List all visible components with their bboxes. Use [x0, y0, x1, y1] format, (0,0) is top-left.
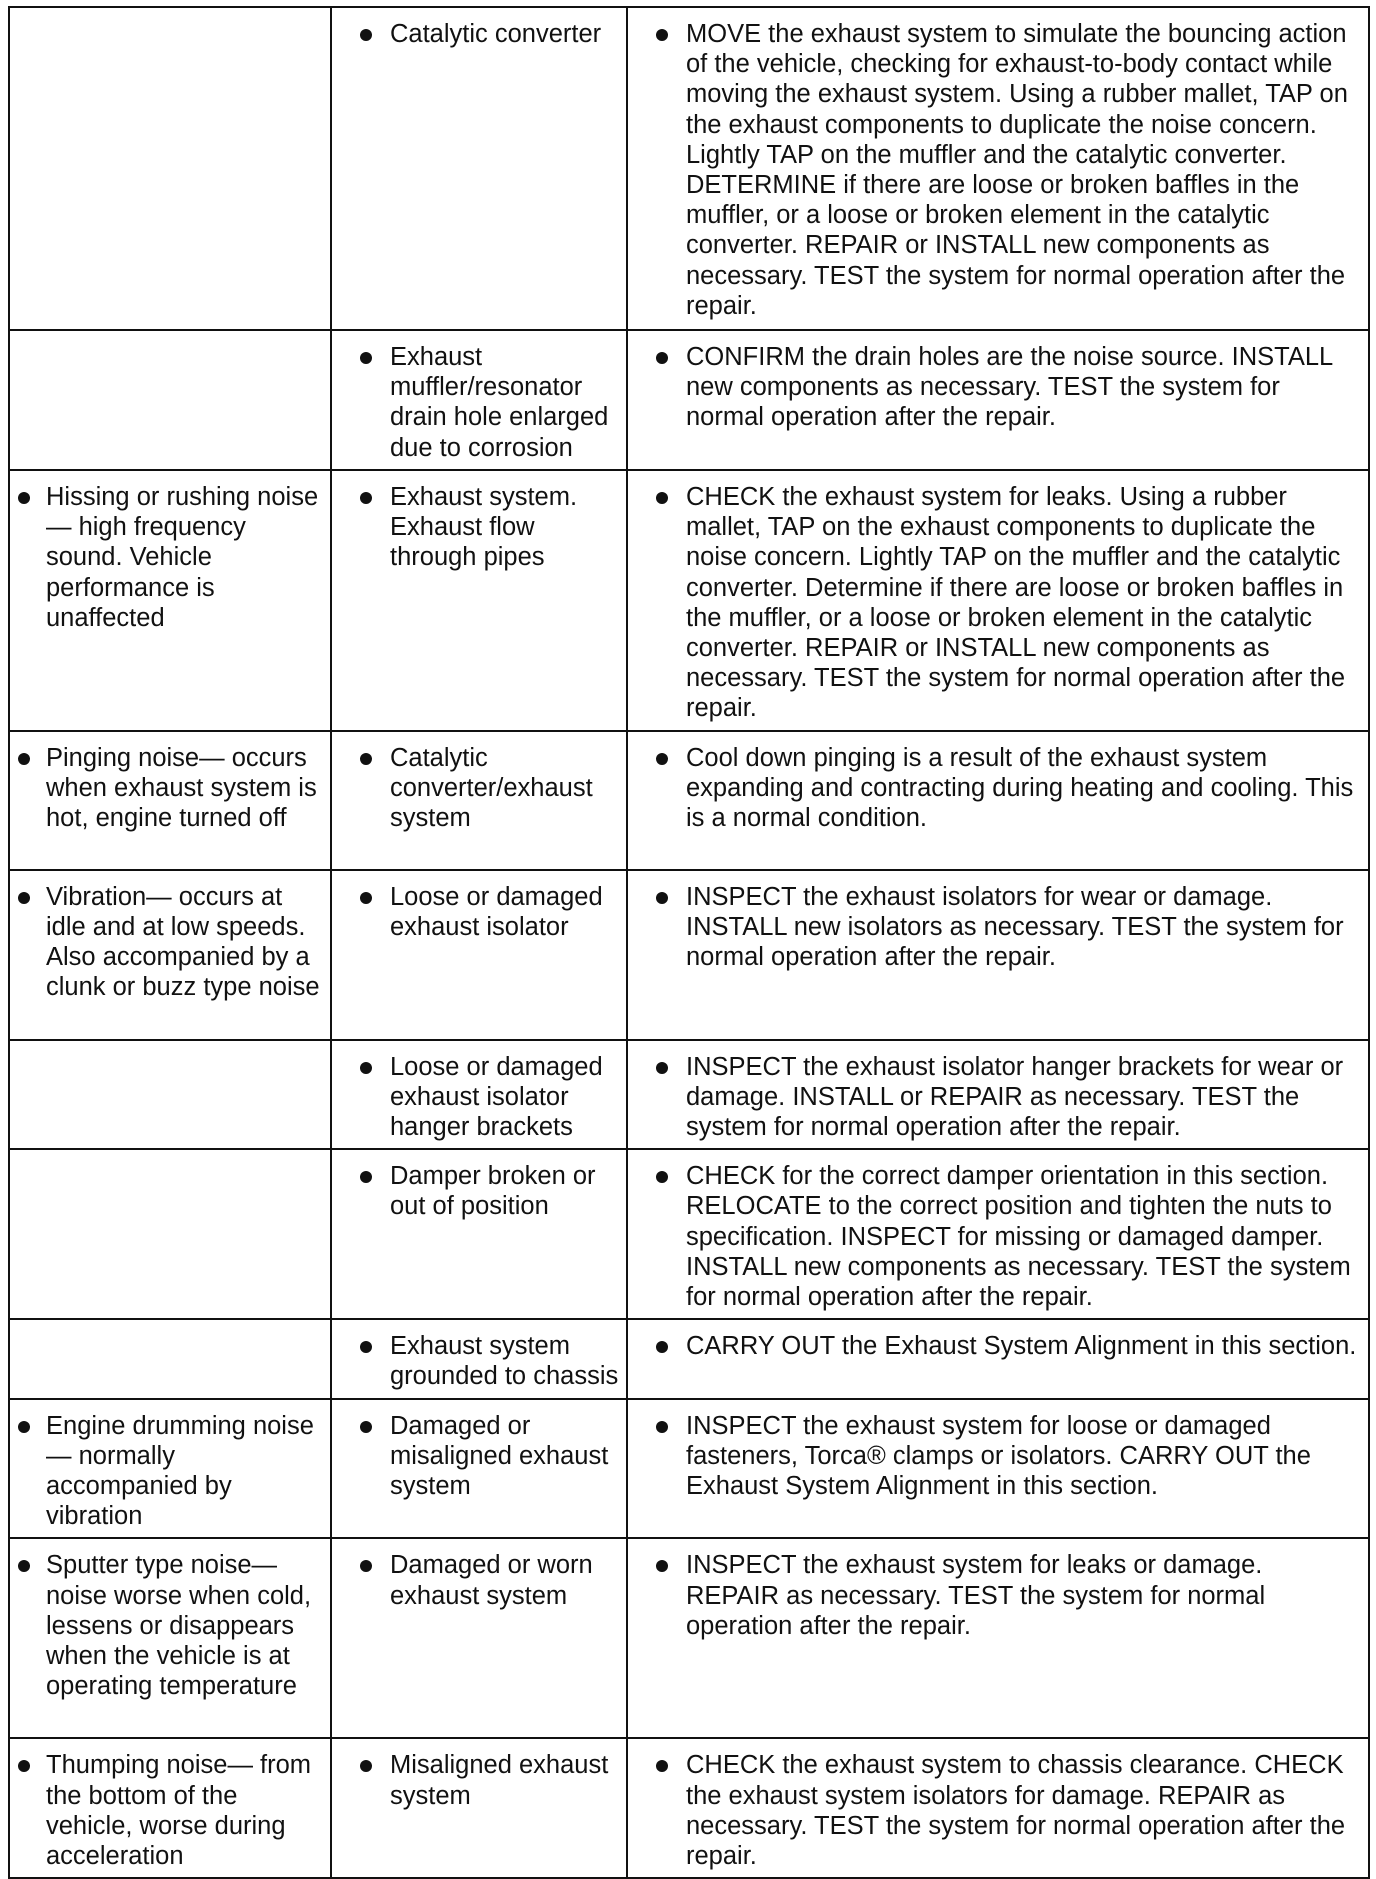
source-cell	[331, 1399, 627, 1539]
action-text: INSPECT the exhaust isolators for wear or damage. INSTALL new isolators as necessary. TEST the system for normal operation after the repair.	[686, 882, 1344, 972]
action-bullet	[634, 882, 1362, 973]
source-cell	[331, 7, 627, 330]
source-bullet	[338, 1550, 620, 1610]
condition-cell	[9, 870, 331, 1040]
condition-bullet	[16, 882, 324, 1003]
source-bullet	[338, 1052, 620, 1143]
source-cell	[331, 1538, 627, 1738]
source-text: Loose or damaged exhaust isolator	[390, 882, 603, 941]
symptom-chart-table	[8, 6, 1370, 1879]
action-bullet	[634, 1052, 1362, 1143]
action-text: INSPECT the exhaust isolator hanger brackets for wear or damage. INSTALL or REPAIR as necessary. TEST the system for normal operation after the repair.	[686, 1052, 1344, 1142]
source-cell	[331, 1040, 627, 1150]
source-bullet	[338, 1331, 620, 1391]
table-row	[9, 470, 1369, 731]
condition-cell	[9, 731, 331, 870]
action-cell	[627, 1040, 1369, 1150]
source-text: Damaged or misaligned exhaust system	[390, 1411, 609, 1501]
source-text: Loose or damaged exhaust isolator hanger brackets	[390, 1052, 603, 1142]
source-bullet	[338, 743, 620, 834]
condition-text: Thumping noise— from the bottom of the vehicle, worse during acceleration	[46, 1751, 312, 1871]
source-cell	[331, 870, 627, 1040]
action-bullet	[634, 1411, 1362, 1502]
table-row	[9, 870, 1369, 1040]
source-text: Damaged or worn exhaust system	[390, 1551, 593, 1610]
source-text: Catalytic converter	[390, 20, 602, 48]
condition-text: Pinging noise— occurs when exhaust system is hot, engine turned off	[46, 743, 317, 833]
action-text: CONFIRM the drain holes are the noise source. INSTALL new components as necessary. TEST the system for normal operation after the repair.	[686, 343, 1333, 432]
table-row	[9, 330, 1369, 470]
condition-bullet	[16, 482, 324, 633]
source-text: Damper broken or out of position	[390, 1162, 596, 1221]
table-row	[9, 1319, 1369, 1398]
condition-cell	[9, 470, 331, 731]
action-cell	[627, 1738, 1369, 1878]
source-text: Exhaust system grounded to chassis	[390, 1332, 619, 1391]
table-row	[9, 1738, 1369, 1878]
action-cell	[627, 1149, 1369, 1319]
condition-bullet	[16, 1411, 324, 1532]
condition-bullet	[16, 1550, 324, 1701]
table-row	[9, 1040, 1369, 1150]
source-text: Exhaust muffler/resonator drain hole enlarged due to corrosion	[390, 343, 609, 462]
source-cell	[331, 731, 627, 870]
table-row	[9, 1538, 1369, 1738]
source-bullet	[338, 19, 620, 49]
source-bullet	[338, 1411, 620, 1502]
action-text: MOVE the exhaust system to simulate the bouncing action of the vehicle, checking for exhaust-to-body contact while moving the exhaust system. Using a rubber mallet, TAP on the exhaust components to duplicate the noise concern. Lightly TAP on the muffler and the catalytic converter. DETERMINE if there are loose or broken baffles in the muffler, or a loose or broken element in the catalytic converter. REPAIR or INSTALL new components as necessary. TEST the system for normal operation after the repair.	[686, 20, 1348, 320]
condition-bullet	[16, 743, 324, 834]
table-row	[9, 7, 1369, 330]
source-bullet	[338, 1161, 620, 1221]
action-cell	[627, 1319, 1369, 1398]
action-text: INSPECT the exhaust system for loose or damaged fasteners, Torca® clamps or isolators. CARRY OUT the Exhaust System Alignment in this section.	[686, 1411, 1311, 1501]
action-cell	[627, 7, 1369, 330]
source-text: Misaligned exhaust system	[390, 1751, 609, 1810]
action-text: CHECK the exhaust system to chassis clearance. CHECK the exhaust system isolators for damage. REPAIR as necessary. TEST the system for normal operation after the repair.	[686, 1751, 1346, 1871]
source-bullet	[338, 482, 620, 573]
source-cell	[331, 1149, 627, 1319]
action-text: INSPECT the exhaust system for leaks or damage. REPAIR as necessary. TEST the system for normal operation after the repair.	[686, 1551, 1266, 1640]
action-bullet	[634, 1161, 1362, 1312]
source-cell	[331, 1319, 627, 1398]
condition-cell	[9, 1149, 331, 1319]
action-text: CARRY OUT the Exhaust System Alignment in this section.	[686, 1332, 1357, 1361]
action-bullet	[634, 342, 1362, 433]
condition-cell	[9, 1399, 331, 1539]
condition-cell	[9, 330, 331, 470]
condition-text: Vibration— occurs at idle and at low speeds. Also accompanied by a clunk or buzz type noise	[46, 882, 320, 1002]
condition-cell	[9, 1738, 331, 1878]
condition-text: Sputter type noise— noise worse when cold, lessens or disappears when the vehicle is at operating temperature	[46, 1551, 312, 1701]
source-bullet	[338, 882, 620, 942]
table-row	[9, 1149, 1369, 1319]
source-bullet	[338, 342, 620, 463]
source-cell	[331, 1738, 627, 1878]
table-row	[9, 731, 1369, 870]
source-text: Catalytic converter/exhaust system	[390, 743, 593, 833]
action-text: CHECK for the correct damper orientation in this section. RELOCATE to the correct position and tighten the nuts to specification. INSPECT for missing or damaged damper. INSTALL new components as necessary. TEST the system for normal operation after the repair.	[686, 1162, 1351, 1312]
source-bullet	[338, 1750, 620, 1810]
table-row	[9, 1399, 1369, 1539]
condition-cell	[9, 1040, 331, 1150]
condition-cell	[9, 1538, 331, 1738]
action-cell	[627, 870, 1369, 1040]
action-bullet	[634, 482, 1362, 724]
action-bullet	[634, 743, 1362, 834]
source-text: Exhaust system. Exhaust flow through pipes	[390, 483, 578, 572]
action-bullet	[634, 1550, 1362, 1641]
action-bullet	[634, 19, 1362, 321]
action-bullet	[634, 1750, 1362, 1871]
action-cell	[627, 731, 1369, 870]
source-cell	[331, 330, 627, 470]
action-cell	[627, 470, 1369, 731]
action-cell	[627, 1399, 1369, 1539]
action-text: Cool down pinging is a result of the exhaust system expanding and contracting during heating and cooling. This is a normal condition.	[686, 743, 1354, 833]
action-bullet	[634, 1331, 1362, 1361]
source-cell	[331, 470, 627, 731]
condition-text: Engine drumming noise— normally accompanied by vibration	[46, 1411, 314, 1531]
condition-cell	[9, 7, 331, 330]
condition-cell	[9, 1319, 331, 1398]
action-text: CHECK the exhaust system for leaks. Using a rubber mallet, TAP on the exhaust components to duplicate the noise concern. Lightly TAP on the muffler and the catalytic converter. Determine if there are loose or broken baffles in the muffler, or a loose or broken element in the catalytic converter. REPAIR or INSTALL new components as necessary. TEST the system for normal operation after the repair.	[686, 483, 1346, 723]
condition-text: Hissing or rushing noise— high frequency sound. Vehicle performance is unaffected	[46, 483, 319, 632]
action-cell	[627, 330, 1369, 470]
condition-bullet	[16, 1750, 324, 1871]
action-cell	[627, 1538, 1369, 1738]
